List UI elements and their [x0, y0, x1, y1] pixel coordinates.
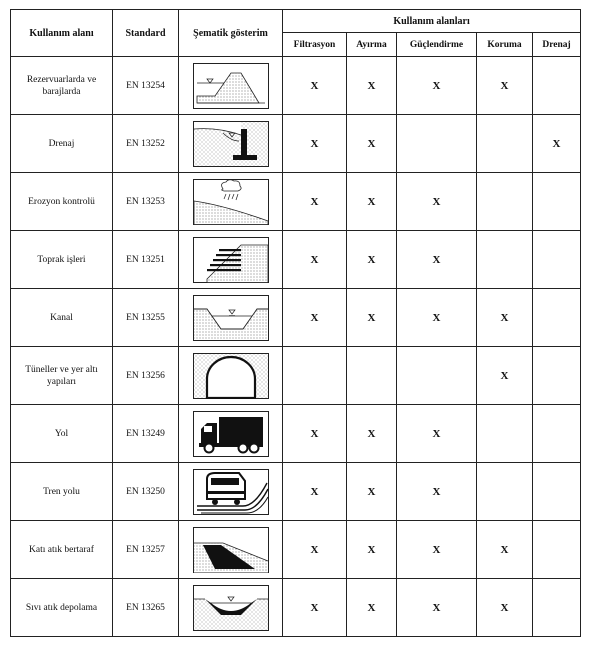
mark-cell: X — [397, 57, 477, 115]
truck-icon — [193, 411, 269, 457]
mark-cell — [477, 463, 533, 521]
mark-cell: X — [283, 173, 347, 231]
mark-cell — [533, 579, 581, 637]
earthworks-layers-icon — [193, 237, 269, 283]
row-standard: EN 13252 — [113, 115, 179, 173]
mark-cell: X — [397, 289, 477, 347]
mark-cell: X — [477, 579, 533, 637]
geosynthetics-usage-table — [10, 9, 581, 637]
mark-cell: X — [477, 521, 533, 579]
mark-cell — [397, 347, 477, 405]
row-standard: EN 13265 — [113, 579, 179, 637]
mark-cell — [533, 521, 581, 579]
mark-cell: X — [533, 115, 581, 173]
mark-cell: X — [397, 405, 477, 463]
mark-cell — [283, 347, 347, 405]
mark-cell — [533, 173, 581, 231]
mark-cell — [397, 115, 477, 173]
mark-cell: X — [283, 289, 347, 347]
row-standard: EN 13251 — [113, 231, 179, 289]
mark-cell — [477, 231, 533, 289]
row-standard: EN 13256 — [113, 347, 179, 405]
mark-cell — [477, 405, 533, 463]
table-row — [11, 231, 581, 289]
row-area-label: Toprak işleri — [11, 231, 113, 289]
mark-cell: X — [397, 173, 477, 231]
mark-cell: X — [283, 57, 347, 115]
row-area-label: Kanal — [11, 289, 113, 347]
row-standard: EN 13255 — [113, 289, 179, 347]
mark-cell — [533, 289, 581, 347]
header-separation: Ayırma — [347, 33, 397, 57]
row-area-label: Rezervuarlarda ve barajlarda — [11, 57, 113, 115]
row-area-label: Sıvı atık depolama — [11, 579, 113, 637]
mark-cell: X — [347, 57, 397, 115]
erosion-rain-icon — [193, 179, 269, 225]
header-schematic: Şematik gösterim — [179, 10, 283, 57]
liquid-waste-icon — [193, 585, 269, 631]
mark-cell: X — [283, 463, 347, 521]
mark-cell: X — [347, 521, 397, 579]
mark-cell: X — [283, 115, 347, 173]
header-protection: Koruma — [477, 33, 533, 57]
mark-cell: X — [477, 289, 533, 347]
table-row — [11, 173, 581, 231]
drainage-wall-icon — [193, 121, 269, 167]
mark-cell: X — [283, 405, 347, 463]
header-reinforcement: Güçlendirme — [397, 33, 477, 57]
row-standard: EN 13253 — [113, 173, 179, 231]
canal-icon — [193, 295, 269, 341]
mark-cell: X — [397, 463, 477, 521]
table-row — [11, 57, 581, 115]
mark-cell — [533, 347, 581, 405]
mark-cell: X — [283, 521, 347, 579]
table-row — [11, 405, 581, 463]
header-area: Kullanım alanı — [11, 10, 113, 57]
mark-cell: X — [283, 231, 347, 289]
mark-cell: X — [347, 579, 397, 637]
table-row — [11, 579, 581, 637]
mark-cell: X — [477, 57, 533, 115]
table-row — [11, 463, 581, 521]
tunnel-icon — [193, 353, 269, 399]
header-drainage: Drenaj — [533, 33, 581, 57]
row-area-label: Drenaj — [11, 115, 113, 173]
dam-icon — [193, 63, 269, 109]
row-standard: EN 13254 — [113, 57, 179, 115]
mark-cell — [533, 231, 581, 289]
header-standard: Standard — [113, 10, 179, 57]
mark-cell: X — [347, 173, 397, 231]
row-standard: EN 13249 — [113, 405, 179, 463]
row-area-label: Katı atık bertaraf — [11, 521, 113, 579]
mark-cell: X — [347, 289, 397, 347]
header-usage-group: Kullanım alanları — [283, 10, 581, 33]
table-row — [11, 521, 581, 579]
mark-cell: X — [283, 579, 347, 637]
mark-cell — [533, 463, 581, 521]
row-area-label: Yol — [11, 405, 113, 463]
row-area-label: Tüneller ve yer altı yapıları — [11, 347, 113, 405]
mark-cell — [347, 347, 397, 405]
mark-cell: X — [397, 521, 477, 579]
mark-cell: X — [347, 115, 397, 173]
mark-cell — [533, 57, 581, 115]
table-row — [11, 347, 581, 405]
mark-cell: X — [347, 231, 397, 289]
mark-cell — [477, 173, 533, 231]
row-standard: EN 13250 — [113, 463, 179, 521]
mark-cell — [533, 405, 581, 463]
mark-cell: X — [347, 463, 397, 521]
header-filtration: Filtrasyon — [283, 33, 347, 57]
solid-waste-icon — [193, 527, 269, 573]
row-area-label: Erozyon kontrolü — [11, 173, 113, 231]
table-row — [11, 289, 581, 347]
table-row — [11, 115, 581, 173]
row-standard: EN 13257 — [113, 521, 179, 579]
mark-cell — [477, 115, 533, 173]
row-area-label: Tren yolu — [11, 463, 113, 521]
mark-cell: X — [347, 405, 397, 463]
train-icon — [193, 469, 269, 515]
mark-cell: X — [477, 347, 533, 405]
mark-cell: X — [397, 231, 477, 289]
mark-cell: X — [397, 579, 477, 637]
